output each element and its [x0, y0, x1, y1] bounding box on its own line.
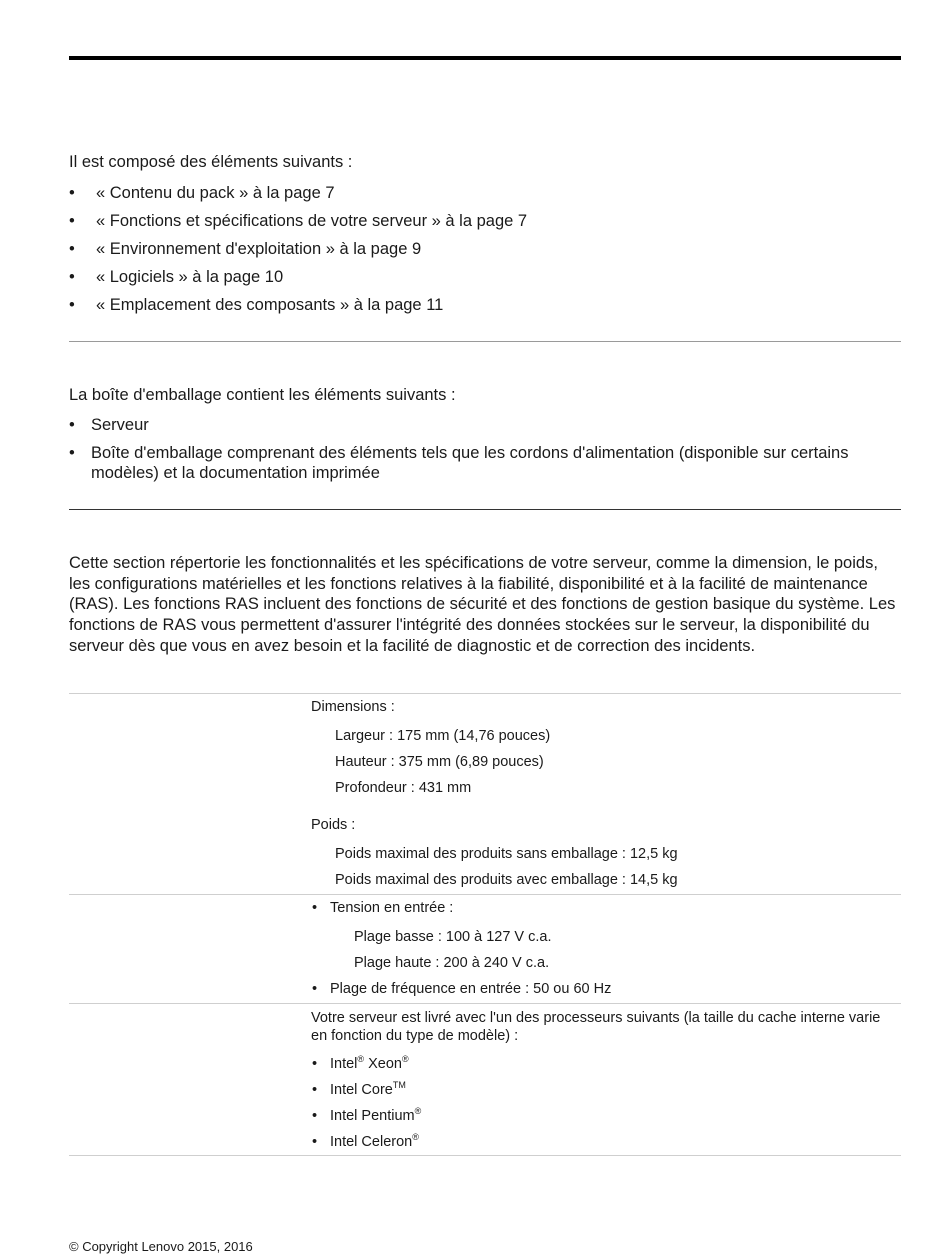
contents-link[interactable]: « Emplacement des composants » à la page 11: [96, 296, 444, 314]
dimension-depth: Profondeur : 431 mm: [335, 780, 472, 796]
dimension-width: Largeur : 175 mm (14,76 pouces): [335, 728, 551, 744]
contents-link[interactable]: « Environnement d'exploitation » à la page 9: [96, 240, 422, 258]
contents-list: [69, 183, 901, 323]
contents-link[interactable]: « Fonctions et spécifications de votre serveur » à la page 7: [96, 212, 528, 230]
voltage-high-range: Plage haute : 200 à 240 V c.a.: [354, 955, 550, 971]
table-rule: [69, 693, 901, 694]
copyright-footer: © Copyright Lenovo 2015, 2016: [69, 1239, 253, 1254]
package-item: Boîte d'emballage comprenant des éléments tels que les cordons d'alimentation (disponible sur certains modèles) et la documentation imprimée: [91, 443, 849, 483]
contents-link[interactable]: « Logiciels » à la page 10: [96, 268, 284, 286]
bullet-icon: •: [69, 212, 75, 230]
weight-with-packaging: Poids maximal des produits avec emballage : 14,5 kg: [335, 872, 678, 888]
package-list: [69, 415, 901, 491]
contents-lead: Il est composé des éléments suivants :: [69, 153, 353, 171]
contents-link[interactable]: « Contenu du pack » à la page 7: [96, 184, 335, 202]
processor-intro: Votre serveur est livré avec l'un des processeurs suivants (la taille du cache interne varie en fonction du type de modèle) :: [311, 1010, 881, 1044]
input-frequency: Plage de fréquence en entrée : 50 ou 60 Hz: [330, 981, 612, 997]
processor-xeon: Intel® Xeon®: [330, 1054, 409, 1072]
list-item: [69, 267, 901, 295]
list-item: [69, 239, 901, 267]
list-item: [69, 295, 901, 323]
bullet-icon: •: [312, 1082, 318, 1098]
weight-heading: Poids :: [311, 817, 356, 833]
bullet-icon: •: [69, 296, 75, 314]
bullet-icon: •: [312, 900, 318, 916]
list-item: [69, 443, 901, 484]
voltage-low-range: Plage basse : 100 à 127 V c.a.: [354, 929, 552, 945]
package-lead: La boîte d'emballage contient les éléments suivants :: [69, 386, 456, 404]
section-divider: [69, 341, 901, 342]
list-item: [69, 415, 901, 436]
dimension-height: Hauteur : 375 mm (6,89 pouces): [335, 754, 544, 770]
processor-celeron: Intel Celeron®: [330, 1132, 419, 1150]
bullet-icon: •: [69, 268, 75, 286]
list-item: [69, 183, 901, 211]
weight-without-packaging: Poids maximal des produits sans emballage : 12,5 kg: [335, 846, 678, 862]
bullet-icon: •: [69, 416, 75, 434]
table-rule: [69, 894, 901, 895]
bullet-icon: •: [69, 184, 75, 202]
processor-pentium: Intel Pentium®: [330, 1106, 422, 1124]
section-divider: [69, 509, 901, 510]
features-paragraph: Cette section répertorie les fonctionnalités et les spécifications de votre serveur, comme la dimension, le poids, les configurations matérielles et les fonctions relatives à la fiabilité, disponibilité et à la facilité de maintenance (RAS). Les fonctions RAS incluent des fonctions de sécurité et des fonctions de gestion basique du système. Les fonctions de RAS vous permettent d'assurer l'intégrité des données stockées sur le serveur, la disponibilité du serveur dès que vous en avez besoin et la facilité de diagnostic et de correction des incidents.: [69, 554, 896, 655]
bullet-icon: •: [312, 1056, 318, 1072]
bullet-icon: •: [312, 1134, 318, 1150]
package-item: Serveur: [91, 416, 149, 434]
chapter-top-rule: [69, 56, 901, 60]
processor-core: Intel Core™: [330, 1080, 406, 1098]
input-voltage-heading: Tension en entrée :: [330, 900, 454, 916]
bullet-icon: •: [312, 981, 318, 997]
table-rule: [69, 1155, 901, 1156]
list-item: [69, 211, 901, 239]
bullet-icon: •: [69, 240, 75, 258]
dimensions-heading: Dimensions :: [311, 699, 395, 715]
bullet-icon: •: [69, 443, 75, 462]
bullet-icon: •: [312, 1108, 318, 1124]
table-rule: [69, 1003, 901, 1004]
